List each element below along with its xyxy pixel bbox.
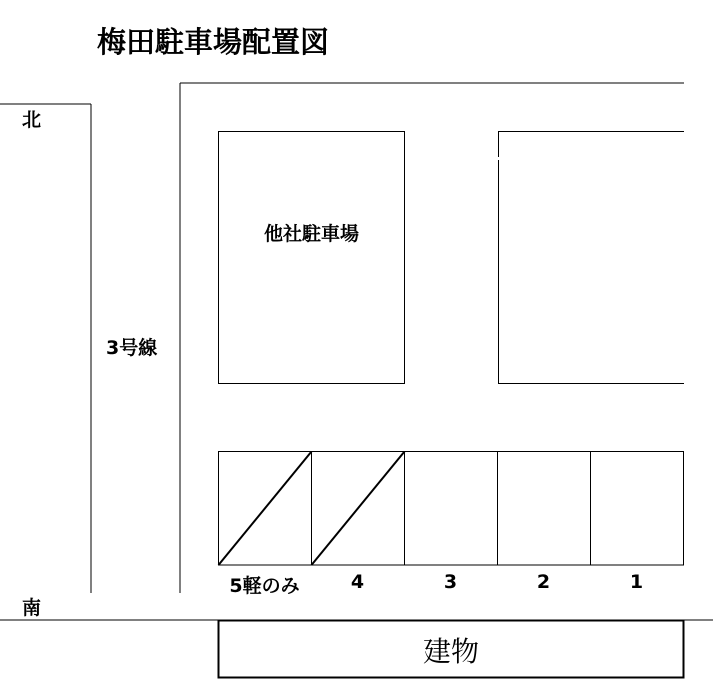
right-lot-outline bbox=[499, 132, 685, 384]
parking-space-hatch bbox=[312, 452, 405, 566]
parking-space-label: 5軽のみ bbox=[229, 575, 300, 597]
parking-space-label: 4 bbox=[350, 571, 365, 593]
parking-spaces-grid bbox=[219, 452, 684, 566]
parking-space-3 bbox=[405, 452, 498, 566]
parking-space-label: 2 bbox=[536, 571, 551, 593]
other-lot-label: 他社駐車場 bbox=[263, 223, 359, 245]
parking-space-label: 1 bbox=[629, 571, 644, 593]
parking-space-1 bbox=[591, 452, 684, 566]
route-label: 3号線 bbox=[106, 337, 158, 359]
parking-space-2 bbox=[498, 452, 591, 566]
building-label: 建物 bbox=[422, 635, 479, 668]
parking-space-label: 3 bbox=[443, 571, 458, 593]
south-label: 南 bbox=[22, 597, 42, 619]
parking-space-hatch bbox=[219, 452, 312, 566]
page-title: 梅田駐車場配置図 bbox=[97, 25, 330, 59]
north-label: 北 bbox=[22, 109, 42, 131]
other-lot-box bbox=[219, 132, 405, 384]
